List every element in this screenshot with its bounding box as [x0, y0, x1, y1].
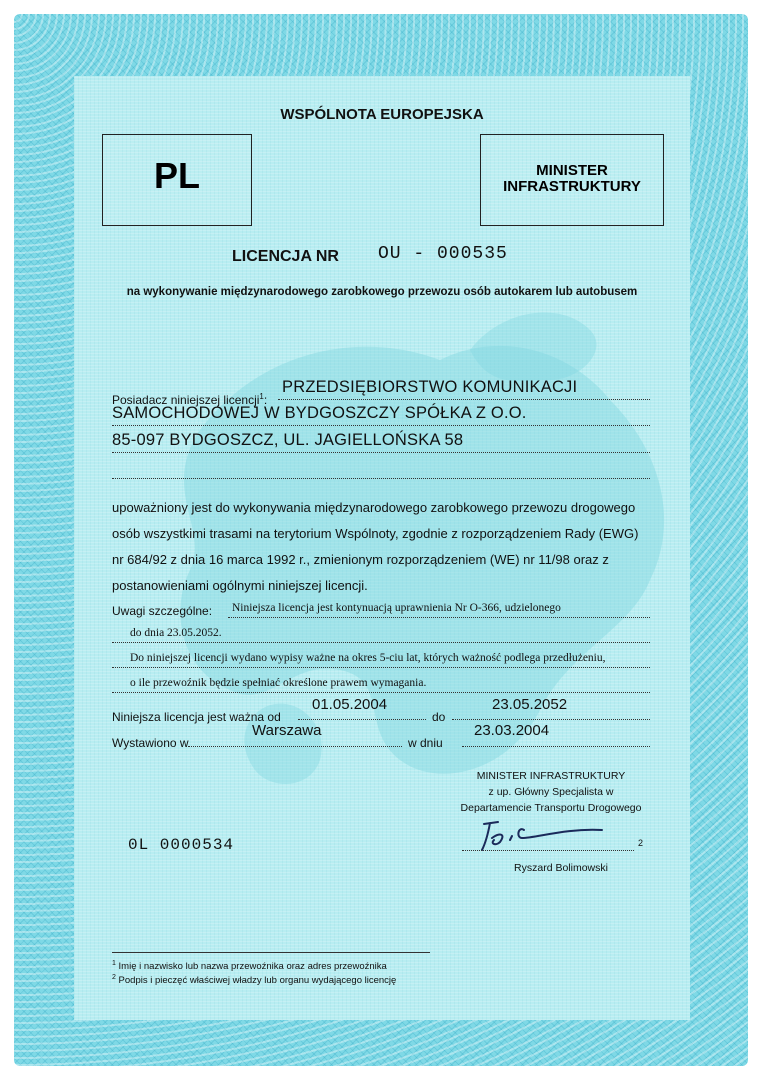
- issued-date-label: w dniu: [408, 736, 443, 750]
- holder-address: 85-097 BYDGOSZCZ, UL. JAGIELLOŃSKA 58: [112, 431, 464, 449]
- remarks-line-3: Do niniejszej licencji wydano wypisy ważne na okres 5-ciu lat, których ważność podlega przedłużeniu,: [130, 652, 606, 664]
- authorization-line-3: nr 684/92 z dnia 16 marca 1992 r., zmienionym rozporządzeniem (WE) nr 11/98 oraz z: [112, 552, 609, 567]
- europe-map-watermark: [140, 290, 700, 810]
- country-code: PL: [153, 155, 200, 196]
- valid-from-rule: [298, 719, 426, 720]
- license-subtitle: na wykonywanie międzynarodowego zarobkowego przewozu osób autokarem lub autobusem: [126, 286, 638, 298]
- valid-to-date: 23.05.2052: [492, 696, 568, 713]
- footnote-divider: [112, 952, 430, 953]
- holder-line-4-rule: [112, 478, 650, 479]
- signatory-name: Ryszard Bolimowski: [514, 862, 608, 874]
- footnote-1: $^1$ Imię i nazwisko lub nazwa przewoźnika oraz adres przewoźnika: [112, 960, 387, 973]
- issued-date: 23.03.2004: [474, 722, 550, 739]
- remarks-rule-3: [112, 667, 650, 668]
- remarks-line-4: o ile przewoźnik będzie spełniać określone prawem wymagania.: [130, 677, 427, 689]
- signatory-line-3: Departamencie Transportu Drogowego: [460, 802, 642, 814]
- holder-line-1-rule: [278, 399, 650, 400]
- holder-line-2-rule: [112, 425, 650, 426]
- footnote-2: $^2$ Podpis i pieczęć właściwej władzy lub organu wydającego licencję: [112, 974, 397, 987]
- remarks-rule-2: [112, 642, 650, 643]
- remarks-rule-4: [112, 692, 650, 693]
- country-code-box: [102, 134, 252, 226]
- license-title: LICENCJA NR: [232, 248, 339, 265]
- valid-to-label: do: [432, 710, 446, 724]
- holder-label: Posiadacz niniejszej licencji$^1$:: [112, 392, 268, 407]
- signature-rule: [462, 850, 634, 851]
- remarks-line-2: do dnia 23.05.2052.: [130, 627, 222, 639]
- remarks-rule-1: [228, 617, 650, 618]
- authorization-line-1: upoważniony jest do wykonywania międzynarodowego zarobkowego przewozu drogowego: [112, 500, 636, 515]
- serial-number: 0L 0000534: [128, 836, 235, 854]
- authorization-line-2: osób wszystkimi trasami na terytorium Wspólnoty, zgodnie z rozporządzeniem Rady (EWG): [112, 526, 639, 541]
- valid-to-rule: [452, 719, 650, 720]
- holder-line-3-rule: [112, 452, 650, 453]
- signatory-title: MINISTER INFRASTRUKTURY: [476, 770, 626, 782]
- issued-place-rule: [188, 746, 402, 747]
- remarks-label: Uwagi szczególne:: [112, 604, 213, 618]
- ministry-box: [480, 134, 664, 226]
- document-heading: WSPÓLNOTA EUROPEJSKA: [280, 106, 484, 123]
- ministry-line-1: MINISTER: [536, 162, 608, 179]
- ministry-line-2: INFRASTRUKTURY: [503, 178, 641, 195]
- holder-name-line-2: SAMOCHODOWEJ W BYDGOSZCZY SPÓŁKA Z O.O.: [112, 404, 527, 422]
- issued-place: Warszawa: [252, 722, 322, 739]
- authorization-line-4: postanowieniami ogólnymi niniejszej licencji.: [112, 578, 368, 593]
- issued-date-rule: [462, 746, 650, 747]
- holder-name-line-1: PRZEDSIĘBIORSTWO KOMUNIKACJI: [282, 378, 578, 396]
- valid-from-label: Niniejsza licencja jest ważna od: [112, 710, 281, 724]
- signature-footnote-mark: 2: [638, 838, 644, 848]
- license-number: OU - 000535: [378, 244, 508, 264]
- remarks-line-1: Niniejsza licencja jest kontynuacją uprawnienia Nr O-366, udzielonego: [232, 602, 561, 614]
- issued-place-label: Wystawiono w: [112, 736, 189, 750]
- signatory-line-2: z up. Główny Specjalista w: [488, 786, 614, 798]
- valid-from-date: 01.05.2004: [312, 696, 388, 713]
